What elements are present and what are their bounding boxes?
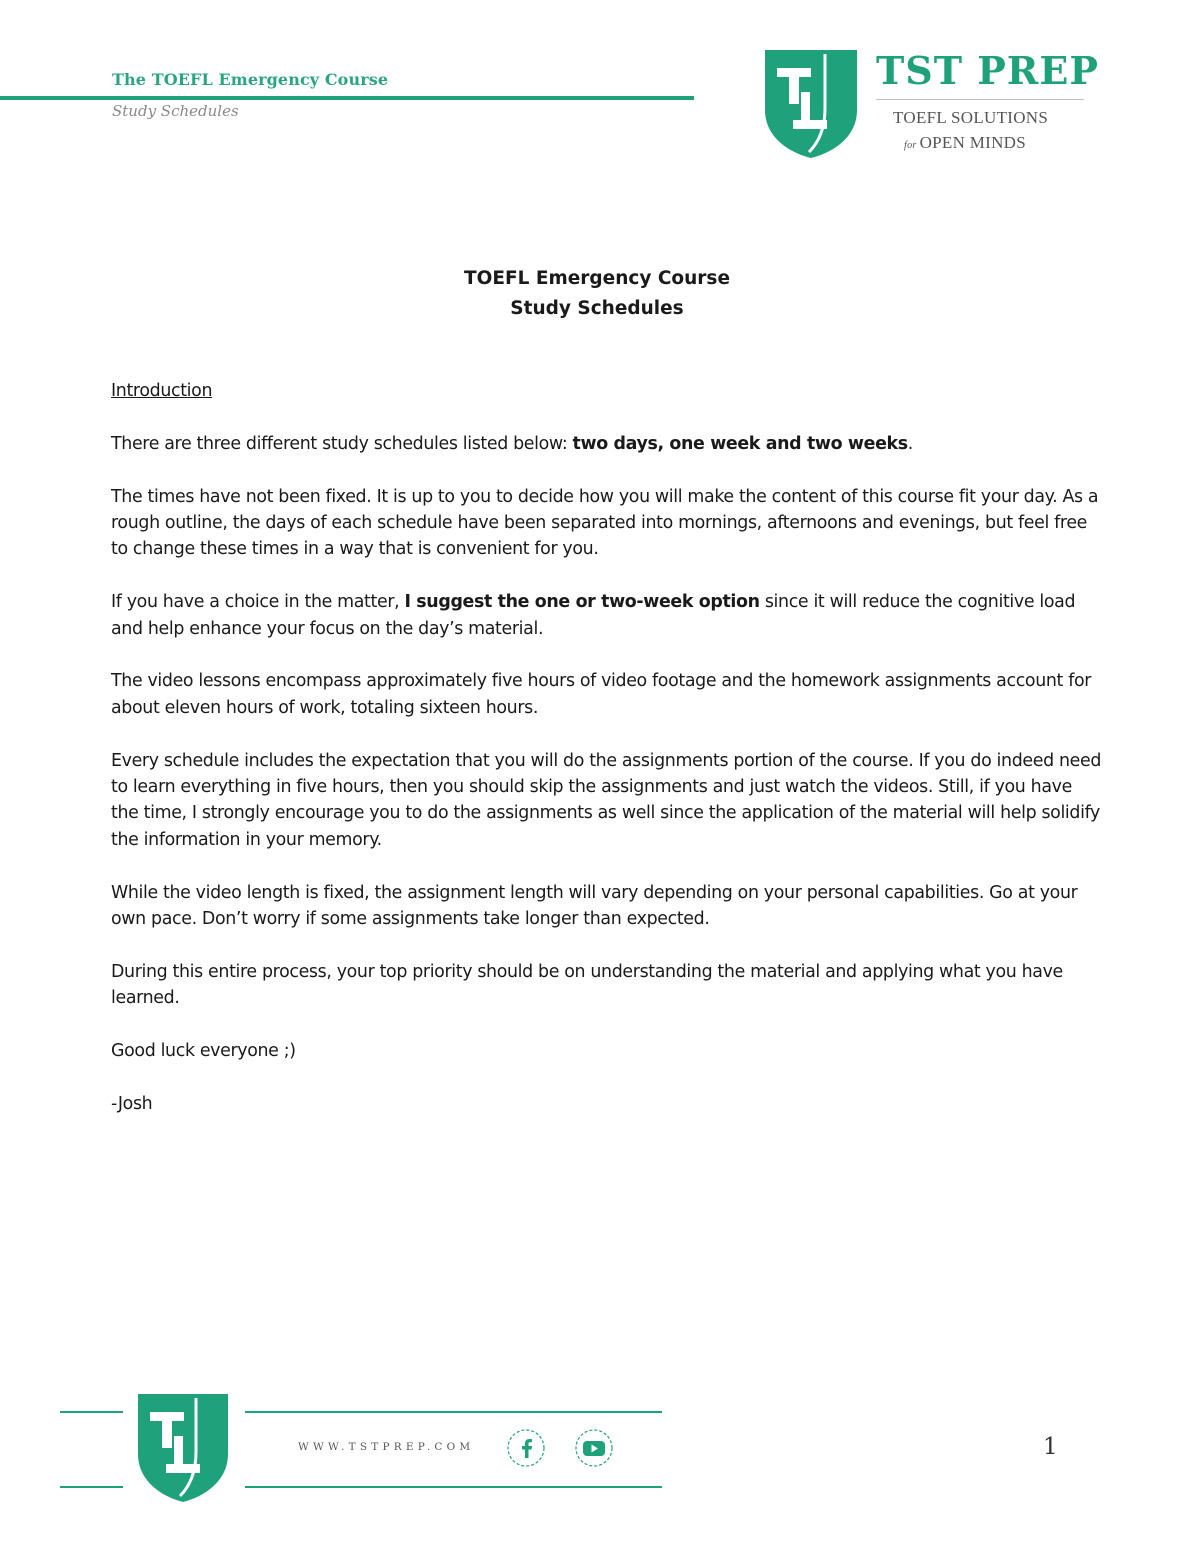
youtube-icon[interactable] — [573, 1427, 615, 1469]
document-subtitle: Study Schedules — [510, 298, 684, 319]
footer-line-top-left — [60, 1411, 123, 1413]
footer-line-top-right — [245, 1411, 662, 1413]
page-number: 1 — [1043, 1434, 1058, 1460]
brand-tagline-line1: TOEFL SOLUTIONS — [893, 108, 1049, 127]
tst-prep-shield-logo — [763, 48, 859, 160]
paragraph-schedules-text: There are three different study schedules listed below: — [111, 433, 573, 454]
footer-shield-logo — [136, 1392, 230, 1504]
document-body — [111, 378, 1101, 1144]
paragraph-priority: During this entire process, your top priority should be on understanding the material and applying what you have learned. — [111, 961, 1063, 1009]
paragraph-suggestion-text: If you have a choice in the matter, — [111, 592, 405, 613]
paragraph-suggestion — [111, 589, 1101, 642]
paragraph-suggestion-end: since it will reduce the cognitive load and help enhance your focus on the day’s material. — [111, 592, 1076, 639]
header-course-title: The TOEFL Emergency Course — [112, 70, 389, 89]
intro-heading — [111, 378, 1101, 404]
signature: -Josh — [111, 1093, 153, 1114]
paragraph-schedules-bold: two days, one week and two weeks — [572, 433, 908, 454]
paragraph-suggestion-bold: I suggest the one or two-week option — [404, 592, 760, 613]
facebook-icon[interactable] — [505, 1427, 547, 1469]
paragraph-pace: While the video length is fixed, the assignment length will vary depending on your personal capabilities. Go at your own pace. Don’t worry if some assignments take longer than expected. — [111, 882, 1078, 930]
brand-tagline-text: OPEN MINDS — [919, 133, 1027, 152]
brand-name: TST PREP — [876, 48, 1099, 93]
paragraph-video-lessons: The video lessons encompass approximately five hours of video footage and the homework assignments account for about eleven hours of work, totaling sixteen hours. — [111, 671, 1092, 718]
header-subtitle: Study Schedules — [112, 102, 239, 120]
footer-line-bottom-right — [245, 1486, 662, 1488]
document-title: TOEFL Emergency Course — [463, 268, 730, 289]
paragraph-schedules-end: . — [907, 433, 913, 454]
brand-divider — [876, 99, 1084, 100]
paragraph-good-luck: Good luck everyone ;) — [111, 1041, 296, 1062]
brand-tagline-line2 — [904, 133, 1026, 153]
footer-website-link[interactable]: WWW.TSTPREP.COM — [298, 1441, 475, 1453]
paragraph-assignments: Every schedule includes the expectation that you will do the assignments portion of the course. If you do indeed need to learn everything in five hours, then you should skip the assignments and just watch the videos. Still, if you have the time, I strongly encourage you to do the assignments as well since the application of the material will help solidify the information in your memory. — [111, 750, 1102, 850]
intro-heading-text: Introduction — [111, 381, 213, 401]
paragraph-times: The times have not been fixed. It is up to you to decide how you will make the content of this course fit your day. As a rough outline, the days of each schedule have been separated into mornings, afternoons and evenings, but feel free to change these times in a way that is convenient for you. — [111, 486, 1099, 560]
footer-line-bottom-left — [60, 1486, 123, 1488]
brand-tagline-for: for — [904, 140, 917, 151]
header-divider — [0, 96, 694, 100]
paragraph-schedules — [111, 431, 1101, 457]
